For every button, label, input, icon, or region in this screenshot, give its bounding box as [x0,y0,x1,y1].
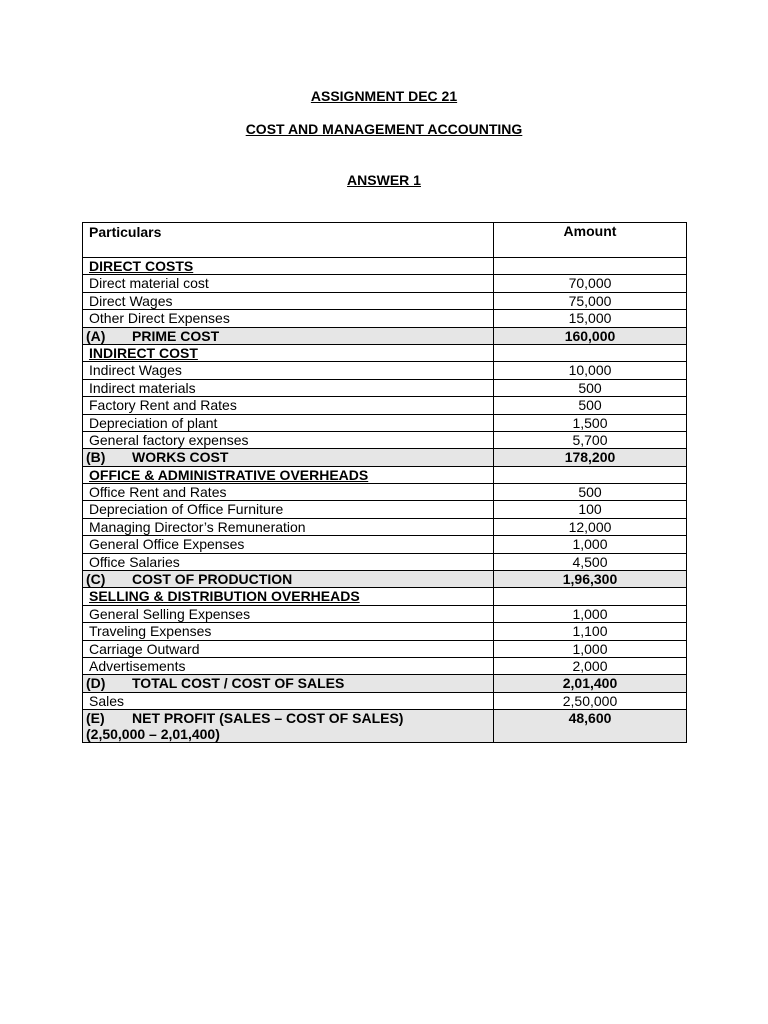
table-row [83,379,687,396]
particular-cell [83,675,494,692]
total-letter: (B) [86,449,106,466]
amount-cell: 160,000 [494,327,687,344]
particular-label: Indirect Wages [89,362,182,379]
amount-cell [494,466,687,483]
particular-label: Other Direct Expenses [89,310,230,327]
table-row [83,692,687,709]
particular-label: Carriage Outward [89,640,200,657]
amount-cell: 2,000 [494,657,687,674]
document-subject: COST AND MANAGEMENT ACCOUNTING [245,121,523,137]
particular-label: Direct Wages [89,292,173,309]
particular-cell [83,623,494,640]
particular-label: General factory expenses [89,431,249,448]
particular-label: Indirect materials [89,379,196,396]
amount-cell: 48,600 [494,710,687,743]
total-row [83,571,687,588]
amount-cell: 75,000 [494,292,687,309]
particular-label: Advertisements [89,657,186,674]
particular-cell [83,501,494,518]
section-row [83,588,687,605]
amount-cell [494,344,687,361]
particular-cell [83,692,494,709]
particular-label: Sales [89,692,125,709]
particular-label: Direct material cost [89,275,209,292]
total-letter: (E) [86,710,105,727]
particular-cell [83,362,494,379]
particular-cell [83,327,494,344]
total-letter: (A) [86,327,106,344]
amount-cell: 2,50,000 [494,692,687,709]
table-row [83,292,687,309]
particular-label: OFFICE & ADMINISTRATIVE OVERHEADS [89,466,369,483]
particular-label: Traveling Expenses [89,623,212,640]
table-row [83,275,687,292]
amount-cell: 1,96,300 [494,571,687,588]
particular-label: COST OF PRODUCTION [132,571,293,588]
particular-sublabel: (2,50,000 – 2,01,400) [86,726,220,743]
table-header-row [83,223,687,258]
amount-cell: 4,500 [494,553,687,570]
amount-cell: 500 [494,397,687,414]
particular-label: NET PROFIT (SALES – COST OF SALES) [132,710,404,727]
table-row [83,501,687,518]
particular-label: Managing Director’s Remuneration [89,518,306,535]
total-letter: (C) [86,571,106,588]
amount-cell [494,258,687,275]
particular-label: General Selling Expenses [89,605,251,622]
particular-cell [83,292,494,309]
table-row [83,362,687,379]
amount-cell: 1,000 [494,536,687,553]
total-row [83,449,687,466]
amount-cell: 500 [494,484,687,501]
particular-cell [83,258,494,275]
particular-label: SELLING & DISTRIBUTION OVERHEADS [89,588,360,605]
table-row [83,640,687,657]
answer-heading: ANSWER 1 [347,172,421,188]
amount-header: Amount [494,223,687,258]
amount-cell: 12,000 [494,518,687,535]
particular-cell [83,657,494,674]
amount-cell: 1,000 [494,640,687,657]
particulars-header: Particulars [83,223,494,258]
amount-cell: 1,500 [494,414,687,431]
particular-cell [83,275,494,292]
total-row [83,327,687,344]
amount-cell: 178,200 [494,449,687,466]
particular-cell [83,414,494,431]
section-row [83,258,687,275]
particular-cell [83,449,494,466]
section-row [83,466,687,483]
amount-cell: 15,000 [494,310,687,327]
table-row [83,623,687,640]
amount-cell: 10,000 [494,362,687,379]
total-row [83,710,687,743]
particular-label: Office Salaries [89,553,180,570]
particular-cell [83,605,494,622]
particular-cell [83,553,494,570]
amount-cell [494,588,687,605]
table-row [83,518,687,535]
particular-cell [83,588,494,605]
table-row [83,536,687,553]
particular-cell [83,518,494,535]
document-title: ASSIGNMENT DEC 21 [310,88,458,104]
particular-label: DIRECT COSTS [89,258,194,274]
particular-cell [83,710,494,743]
amount-cell: 70,000 [494,275,687,292]
particular-label: Depreciation of plant [89,414,218,431]
particular-cell [83,571,494,588]
particular-label: TOTAL COST / COST OF SALES [132,675,345,692]
particular-label: WORKS COST [132,449,229,466]
section-row [83,344,687,361]
particular-label: INDIRECT COST [89,344,198,361]
particular-label: Factory Rent and Rates [89,397,237,414]
amount-cell: 1,100 [494,623,687,640]
particular-cell [83,310,494,327]
particular-cell [83,379,494,396]
amount-cell: 500 [494,379,687,396]
amount-cell: 2,01,400 [494,675,687,692]
table-row [83,657,687,674]
particular-label: General Office Expenses [89,536,245,553]
particular-label: Depreciation of Office Furniture [89,501,284,518]
particular-cell [83,431,494,448]
table-row [83,484,687,501]
table-row [83,553,687,570]
particular-cell [83,344,494,361]
amount-cell: 100 [494,501,687,518]
particular-cell [83,536,494,553]
total-letter: (D) [86,675,106,692]
amount-cell: 1,000 [494,605,687,622]
particular-cell [83,466,494,483]
particular-cell [83,640,494,657]
table-row [83,397,687,414]
table-row [83,431,687,448]
particular-cell [83,484,494,501]
table-row [83,414,687,431]
table-row [83,605,687,622]
particular-cell [83,397,494,414]
total-row [83,675,687,692]
particular-label: Office Rent and Rates [89,484,227,501]
amount-cell: 5,700 [494,431,687,448]
table-row [83,310,687,327]
particular-label: PRIME COST [132,327,220,344]
cost-sheet-table [82,222,687,743]
